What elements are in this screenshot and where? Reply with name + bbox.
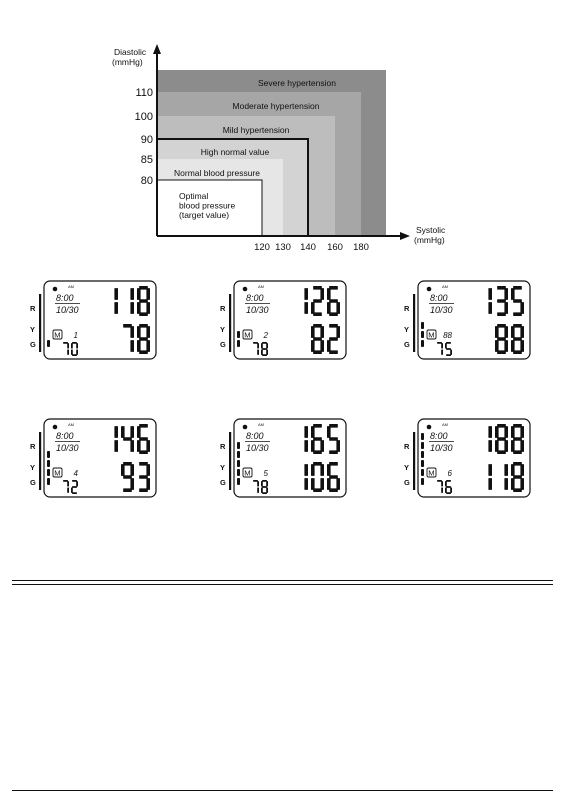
- am-indicator: AM: [442, 284, 448, 289]
- segment-c: [320, 340, 324, 352]
- segment-c: [304, 440, 308, 452]
- am-indicator: AM: [68, 422, 74, 427]
- segment-b: [146, 464, 150, 476]
- level-bar-outer: [39, 432, 41, 490]
- segment-b: [130, 326, 134, 338]
- segment-e: [327, 478, 331, 490]
- am-indicator: AM: [258, 284, 264, 289]
- memory-indicator: M: [244, 468, 251, 478]
- segment-b: [488, 288, 492, 300]
- am-indicator: AM: [68, 284, 74, 289]
- segment-c: [146, 302, 150, 314]
- am-indicator: AM: [258, 422, 264, 427]
- segment-b: [488, 426, 492, 438]
- level-tick: [237, 451, 240, 458]
- segment-c: [266, 350, 268, 355]
- level-bar-outer: [413, 294, 415, 352]
- segment-c: [441, 488, 443, 493]
- page-footer-line: [12, 790, 553, 791]
- segment-g: [123, 475, 132, 479]
- segment-a: [72, 342, 77, 344]
- segment-d: [72, 354, 77, 356]
- segment-b: [76, 343, 78, 348]
- level-bar-outer: [229, 432, 231, 490]
- segment-e: [137, 440, 141, 452]
- segment-f: [311, 326, 315, 338]
- zone-label: Severe hypertension: [258, 78, 336, 88]
- segment-f: [327, 464, 331, 476]
- pulse-icon: [427, 425, 432, 430]
- indicator-label-y: Y: [404, 463, 410, 472]
- segment-b: [488, 464, 492, 476]
- segment-b: [520, 326, 524, 338]
- date-readout: 10/30: [56, 443, 79, 453]
- segment-c: [130, 478, 134, 490]
- segment-d: [446, 492, 451, 494]
- y-axis-arrow: [153, 44, 161, 54]
- segment-b: [67, 343, 69, 348]
- segment-f: [511, 326, 515, 338]
- lcd-display-4: [30, 418, 158, 498]
- x-tick-label: 120: [254, 242, 270, 253]
- segment-a: [63, 342, 68, 344]
- date-readout: 10/30: [56, 305, 79, 315]
- segment-c: [488, 440, 492, 452]
- segment-d: [72, 492, 77, 494]
- segment-e: [445, 488, 447, 493]
- level-tick: [421, 340, 424, 347]
- segment-g: [262, 348, 267, 350]
- segment-d: [139, 488, 148, 492]
- level-tick: [47, 469, 50, 476]
- memory-number: 4: [73, 469, 78, 478]
- indicator-label-y: Y: [30, 325, 36, 334]
- segment-c: [336, 478, 340, 490]
- memory-indicator: M: [428, 468, 435, 478]
- date-readout: 10/30: [246, 305, 269, 315]
- time-readout: 8:00: [56, 293, 74, 303]
- segment-b: [76, 481, 78, 486]
- segment-g: [139, 337, 148, 341]
- indicator-label-g: G: [30, 478, 36, 487]
- level-tick: [47, 478, 50, 485]
- indicator-label-g: G: [404, 478, 410, 487]
- pulse-icon: [53, 425, 58, 430]
- indicator-label-g: G: [404, 340, 410, 349]
- segment-f: [137, 426, 141, 438]
- segment-e: [71, 350, 73, 355]
- segment-d: [262, 354, 267, 356]
- segment-c: [304, 302, 308, 314]
- level-bar-outer: [39, 294, 41, 352]
- segment-e: [71, 488, 73, 493]
- segment-g: [513, 475, 522, 479]
- segment-g: [497, 337, 506, 341]
- segment-b: [304, 464, 308, 476]
- segment-c: [450, 488, 452, 493]
- segment-g: [446, 348, 451, 350]
- memory-indicator: M: [428, 330, 435, 340]
- indicator-label-y: Y: [404, 325, 410, 334]
- level-tick: [237, 460, 240, 467]
- lcd-display-2: [220, 280, 348, 360]
- segment-b: [320, 326, 324, 338]
- time-readout: 8:00: [430, 293, 448, 303]
- y-tick-label: 110: [135, 87, 153, 99]
- indicator-label-g: G: [220, 340, 226, 349]
- blood-pressure-classification-chart: [0, 0, 567, 270]
- segment-c: [67, 488, 69, 493]
- zone-label: Mild hypertension: [222, 125, 290, 135]
- segment-g: [72, 486, 77, 488]
- segment-c: [520, 340, 524, 352]
- segment-a: [446, 480, 451, 482]
- segment-e: [327, 340, 331, 352]
- indicator-label-r: R: [30, 442, 36, 451]
- indicator-label-r: R: [404, 304, 410, 313]
- segment-c: [520, 440, 524, 452]
- level-tick: [237, 442, 240, 449]
- segment-b: [304, 426, 308, 438]
- segment-g: [513, 437, 522, 441]
- indicator-label-g: G: [220, 478, 226, 487]
- memory-indicator: M: [244, 330, 251, 340]
- segment-g: [139, 299, 148, 303]
- zone-label: Moderate hypertension: [232, 101, 320, 111]
- segment-e: [311, 440, 315, 452]
- segment-b: [304, 288, 308, 300]
- segment-f: [137, 288, 141, 300]
- indicator-label-r: R: [220, 304, 226, 313]
- segment-e: [137, 340, 141, 352]
- segment-e: [311, 302, 315, 314]
- segment-f: [137, 326, 141, 338]
- segment-c: [488, 478, 492, 490]
- segment-f: [327, 426, 331, 438]
- segment-f: [311, 426, 315, 438]
- x-tick-label: 160: [327, 242, 343, 253]
- segment-c: [320, 440, 324, 452]
- time-readout: 8:00: [246, 293, 264, 303]
- indicator-label-y: Y: [220, 325, 226, 334]
- level-tick: [47, 460, 50, 467]
- segment-c: [114, 302, 118, 314]
- segment-g: [446, 486, 451, 488]
- segment-d: [329, 350, 338, 354]
- segment-e: [261, 350, 263, 355]
- segment-c: [257, 350, 259, 355]
- x-axis-unit: (mmHg): [414, 235, 445, 245]
- segment-c: [146, 340, 150, 352]
- segment-b: [130, 464, 134, 476]
- x-tick-label: 140: [300, 242, 316, 253]
- indicator-label-r: R: [220, 442, 226, 451]
- segment-a: [72, 480, 77, 482]
- zone-label: Normal blood pressure: [174, 168, 260, 178]
- level-tick: [237, 340, 240, 347]
- indicator-label-y: Y: [30, 463, 36, 472]
- memory-number: 1: [73, 331, 78, 340]
- zone-label-optimal: Optimal blood pressure (target value): [179, 191, 236, 220]
- segment-a: [446, 342, 451, 344]
- segment-c: [130, 340, 134, 352]
- segment-c: [114, 440, 118, 452]
- pulse-icon: [243, 287, 248, 292]
- level-tick: [421, 460, 424, 467]
- segment-c: [146, 440, 150, 452]
- level-bar-outer: [229, 294, 231, 352]
- segment-f: [71, 343, 73, 348]
- level-tick: [421, 469, 424, 476]
- time-readout: 8:00: [430, 431, 448, 441]
- segment-c: [336, 302, 340, 314]
- segment-b: [130, 426, 134, 438]
- lcd-display-3: [404, 280, 532, 360]
- segment-d: [313, 312, 322, 316]
- segment-a: [63, 480, 68, 482]
- segment-b: [441, 343, 443, 348]
- segment-e: [495, 340, 499, 352]
- level-tick: [237, 469, 240, 476]
- indicator-label-r: R: [30, 304, 36, 313]
- segment-c: [304, 478, 308, 490]
- level-tick: [421, 478, 424, 485]
- level-tick: [237, 478, 240, 485]
- segment-b: [114, 288, 118, 300]
- level-tick: [421, 331, 424, 338]
- date-readout: 10/30: [430, 443, 453, 453]
- segment-b: [441, 481, 443, 486]
- segment-b: [520, 464, 524, 476]
- segment-c: [441, 350, 443, 355]
- y-axis-title: Diastolic: [114, 47, 147, 57]
- segment-c: [320, 478, 324, 490]
- segment-d: [513, 312, 522, 316]
- segment-b: [257, 343, 259, 348]
- indicator-label-r: R: [404, 442, 410, 451]
- segment-g: [262, 486, 267, 488]
- x-tick-label: 180: [353, 242, 369, 253]
- segment-b: [320, 464, 324, 476]
- y-tick-label: 85: [140, 154, 153, 166]
- memory-indicator: M: [54, 330, 61, 340]
- y-axis-unit: (mmHg): [112, 57, 143, 67]
- segment-b: [504, 426, 508, 438]
- segment-f: [511, 288, 515, 300]
- segment-f: [311, 464, 315, 476]
- indicator-label-y: Y: [220, 463, 226, 472]
- segment-c: [67, 350, 69, 355]
- level-tick: [47, 340, 50, 347]
- segment-a: [253, 480, 258, 482]
- segment-b: [67, 481, 69, 486]
- segment-f: [495, 326, 499, 338]
- segment-f: [495, 426, 499, 438]
- segment-e: [511, 478, 515, 490]
- segment-g: [497, 437, 506, 441]
- segment-f: [511, 426, 515, 438]
- segment-e: [137, 302, 141, 314]
- level-tick: [237, 331, 240, 338]
- zone-label: High normal value: [200, 147, 270, 157]
- segment-c: [504, 302, 508, 314]
- segment-b: [504, 288, 508, 300]
- segment-f: [261, 343, 263, 348]
- memory-number: 6: [447, 469, 452, 478]
- date-readout: 10/30: [430, 305, 453, 315]
- level-tick: [47, 451, 50, 458]
- segment-c: [266, 488, 268, 493]
- segment-a: [262, 480, 267, 482]
- x-tick-label: 130: [275, 242, 291, 253]
- memory-number: 88: [443, 331, 452, 340]
- segment-f: [445, 343, 447, 348]
- segment-f: [445, 481, 447, 486]
- segment-e: [327, 302, 331, 314]
- time-readout: 8:00: [56, 431, 74, 441]
- segment-b: [266, 481, 268, 486]
- segment-a: [253, 342, 258, 344]
- segment-d: [329, 450, 338, 454]
- level-tick: [421, 433, 424, 440]
- segment-b: [114, 426, 118, 438]
- segment-c: [130, 302, 134, 314]
- segment-f: [511, 464, 515, 476]
- segment-f: [121, 426, 125, 438]
- lcd-display-1: [30, 280, 158, 360]
- level-tick: [421, 322, 424, 329]
- segment-b: [520, 426, 524, 438]
- segment-e: [311, 478, 315, 490]
- segment-b: [146, 288, 150, 300]
- segment-c: [257, 488, 259, 493]
- pulse-icon: [427, 287, 432, 292]
- segment-d: [497, 312, 506, 316]
- time-readout: 8:00: [246, 431, 264, 441]
- section-divider-thin: [12, 584, 553, 585]
- y-tick-label: 80: [140, 175, 153, 187]
- section-divider: [12, 580, 553, 581]
- segment-f: [261, 481, 263, 486]
- indicator-label-g: G: [30, 340, 36, 349]
- segment-b: [336, 326, 340, 338]
- segment-a: [437, 342, 442, 344]
- segment-c: [450, 350, 452, 355]
- x-axis-title: Systolic: [416, 225, 446, 235]
- segment-b: [320, 288, 324, 300]
- segment-c: [146, 478, 150, 490]
- memory-number: 2: [263, 331, 268, 340]
- segment-b: [504, 326, 508, 338]
- memory-number: 5: [263, 469, 268, 478]
- level-bar-outer: [413, 432, 415, 490]
- segment-d: [446, 354, 451, 356]
- lcd-display-6: [404, 418, 532, 498]
- segment-b: [266, 343, 268, 348]
- segment-c: [76, 350, 78, 355]
- segment-a: [437, 480, 442, 482]
- y-tick-label: 100: [134, 111, 153, 123]
- segment-a: [262, 342, 267, 344]
- segment-c: [520, 302, 524, 314]
- segment-c: [504, 340, 508, 352]
- level-tick: [421, 451, 424, 458]
- segment-b: [130, 288, 134, 300]
- segment-g: [313, 337, 322, 341]
- memory-indicator: M: [54, 468, 61, 478]
- segment-b: [146, 326, 150, 338]
- segment-e: [495, 440, 499, 452]
- segment-e: [261, 488, 263, 493]
- segment-c: [504, 440, 508, 452]
- segment-d: [123, 488, 132, 492]
- segment-e: [511, 340, 515, 352]
- pulse-icon: [53, 287, 58, 292]
- segment-c: [130, 440, 134, 452]
- am-indicator: AM: [442, 422, 448, 427]
- pulse-icon: [243, 425, 248, 430]
- lcd-display-5: [220, 418, 348, 498]
- level-tick: [421, 442, 424, 449]
- segment-e: [311, 340, 315, 352]
- segment-f: [327, 288, 331, 300]
- segment-b: [504, 464, 508, 476]
- segment-c: [488, 302, 492, 314]
- segment-d: [262, 492, 267, 494]
- segment-c: [504, 478, 508, 490]
- segment-c: [336, 440, 340, 452]
- segment-c: [520, 478, 524, 490]
- segment-g: [513, 337, 522, 341]
- segment-e: [511, 440, 515, 452]
- y-tick-label: 90: [140, 134, 153, 146]
- date-readout: 10/30: [246, 443, 269, 453]
- x-axis-arrow: [400, 232, 410, 240]
- segment-f: [121, 464, 125, 476]
- segment-b: [257, 481, 259, 486]
